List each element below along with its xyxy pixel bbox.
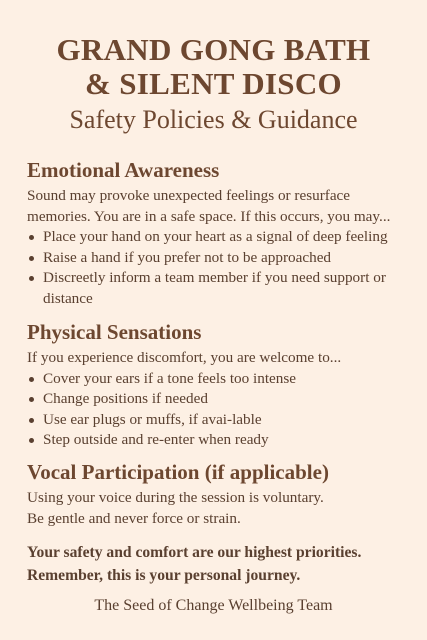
list-item	[27, 268, 415, 309]
section-heading: Emotional Awareness	[27, 158, 220, 182]
section-intro	[27, 186, 415, 227]
bullet-icon	[29, 235, 34, 240]
intro-line: Be gentle and never force or strain.	[27, 509, 241, 527]
list-item-text: Raise a hand if you prefer not to be approached	[43, 248, 332, 266]
intro-line: Sound may provoke unexpected feelings or resurface	[27, 187, 351, 204]
section-intro	[27, 348, 415, 369]
list-item-text: Discreetly inform a team member if you need support or distance	[43, 269, 386, 307]
section-intro	[27, 488, 415, 529]
section-heading: Physical Sensations	[27, 320, 202, 344]
list-item	[27, 248, 415, 269]
bullet-icon	[29, 418, 34, 423]
closing-line: Your safety and comfort are our highest priorities.	[27, 544, 362, 561]
bullet-list	[27, 369, 415, 451]
page-subtitle: Safety Policies & Guidance	[69, 105, 358, 134]
intro-line: memories. You are in a safe space. If this occurs, you may...	[27, 207, 391, 225]
list-item	[27, 430, 415, 451]
bullet-icon	[29, 377, 34, 382]
section-vocal-participation	[27, 459, 415, 529]
signature: The Seed of Change Wellbeing Team	[94, 597, 333, 614]
intro-line: If you experience discomfort, you are welcome to...	[27, 349, 342, 366]
list-item	[27, 410, 415, 431]
title-line-2: & SILENT DISCO	[85, 66, 342, 101]
bullet-list	[27, 227, 415, 309]
list-item	[27, 227, 415, 248]
list-item	[27, 369, 415, 390]
list-item-text: Place your hand on your heart as a signal of deep feeling	[43, 228, 388, 245]
bullet-icon	[29, 397, 34, 402]
closing-line: Remember, this is your personal journey.	[27, 567, 301, 584]
list-item-text: Change positions if needed	[43, 390, 208, 407]
section-emotional-awareness	[27, 157, 415, 309]
page-title	[22, 0, 405, 101]
closing-statement	[27, 541, 415, 587]
bullet-icon	[29, 438, 34, 443]
list-item	[27, 389, 415, 410]
intro-line: Using your voice during the session is voluntary.	[27, 489, 324, 506]
title-line-1: GRAND GONG BATH	[56, 32, 371, 67]
list-item-text: Cover your ears if a tone feels too intense	[43, 369, 297, 387]
section-physical-sensations	[27, 319, 415, 451]
list-item-text: Step outside and re-enter when ready	[43, 431, 269, 448]
list-item-text: Use ear plugs or muffs, if avai-lable	[43, 410, 262, 428]
bullet-icon	[29, 276, 34, 281]
section-heading: Vocal Participation (if applicable)	[27, 460, 329, 484]
poster-header	[22, 0, 405, 136]
bullet-icon	[29, 256, 34, 261]
